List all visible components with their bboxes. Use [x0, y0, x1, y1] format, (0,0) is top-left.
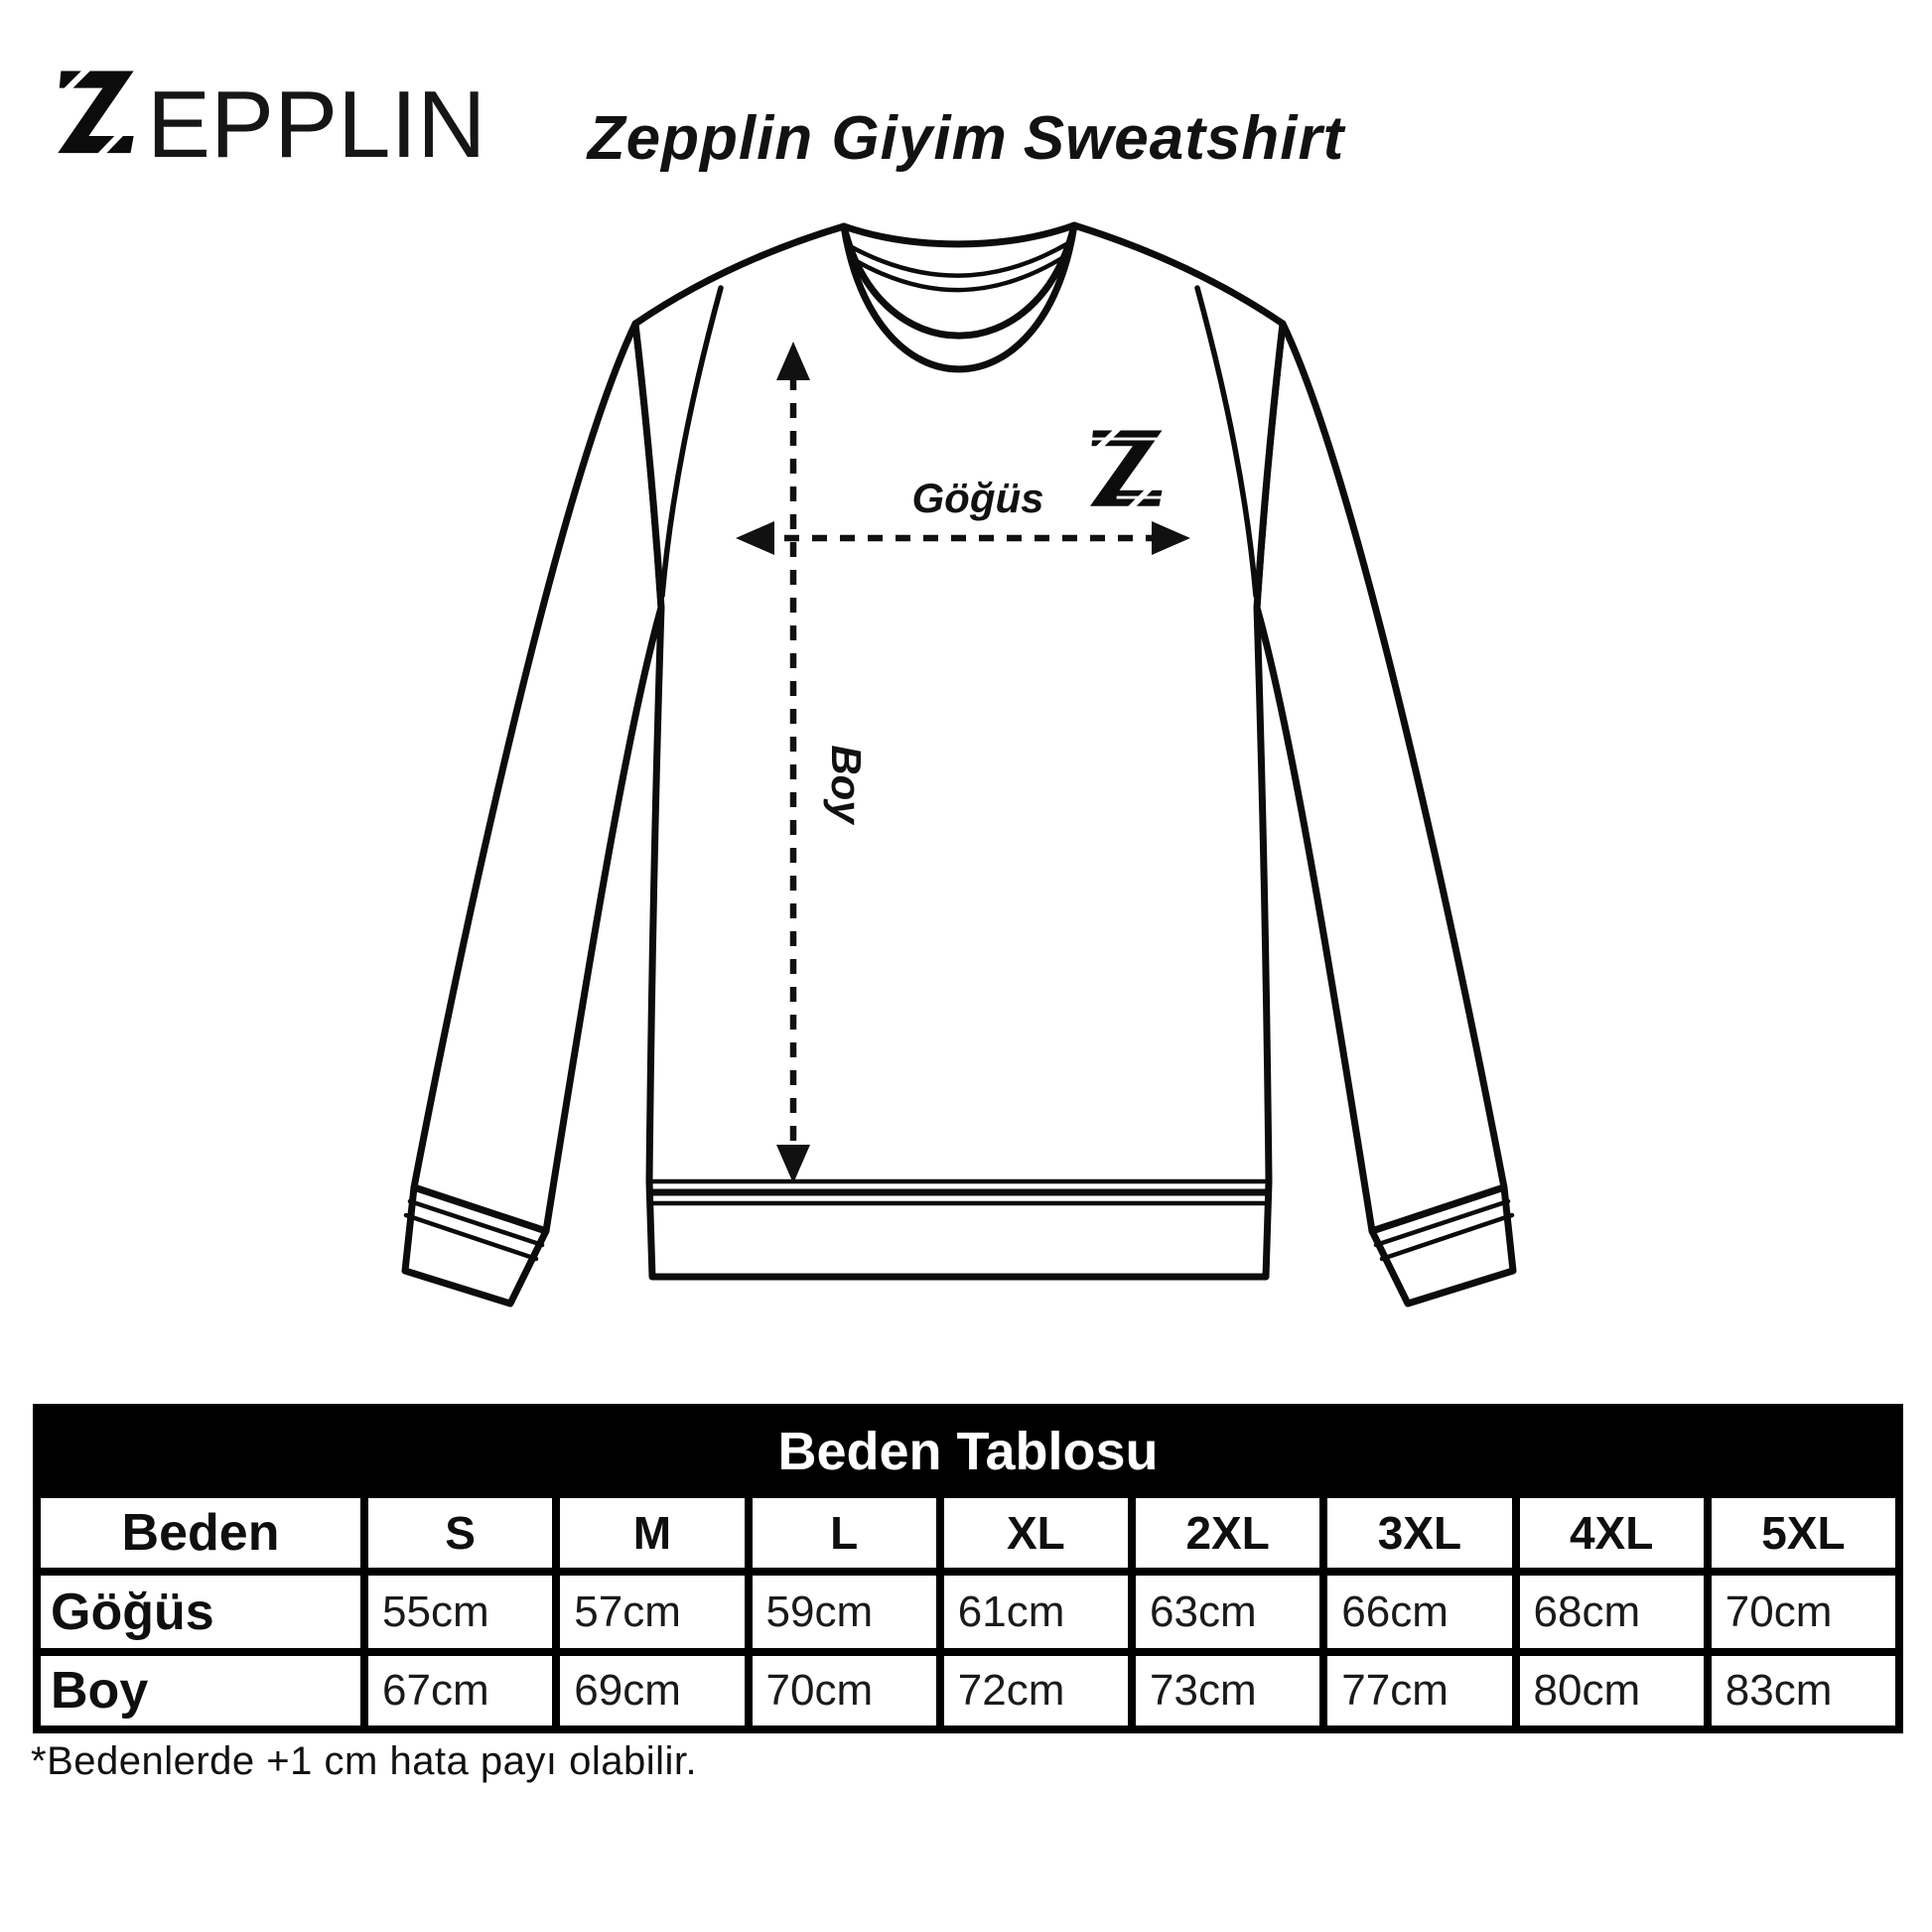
chest-row-label: Göğüs: [41, 1576, 360, 1648]
page-title-regular: Zepplin Giyim: [587, 104, 1008, 173]
chest-value: 61cm: [944, 1576, 1128, 1648]
size-col-header: 3XL: [1327, 1498, 1511, 1568]
brand-logo: [52, 60, 486, 179]
size-col-header: 5XL: [1712, 1498, 1895, 1568]
size-col-header: 4XL: [1520, 1498, 1704, 1568]
size-col-header: M: [560, 1498, 744, 1568]
left-sleeve: [414, 324, 661, 1231]
page-title-bold: Sweatshirt: [1023, 104, 1345, 173]
length-value: 83cm: [1712, 1656, 1895, 1725]
chest-value: 57cm: [560, 1576, 744, 1648]
length-value: 70cm: [753, 1656, 936, 1725]
size-col-header: 2XL: [1136, 1498, 1319, 1568]
size-table-title: Beden Tablosu: [41, 1412, 1895, 1490]
chest-label: Göğüs: [911, 475, 1044, 521]
size-col-header: L: [753, 1498, 936, 1568]
body-outline: [635, 225, 1283, 1277]
sweatshirt-svg: [278, 159, 1668, 1410]
length-value: 67cm: [368, 1656, 552, 1725]
footnote: *Bedenlerde +1 cm hata payı olabilir.: [31, 1739, 698, 1783]
length-value: 80cm: [1520, 1656, 1704, 1725]
size-table: [33, 1404, 1903, 1733]
chest-value: 55cm: [368, 1576, 552, 1648]
length-value: 73cm: [1136, 1656, 1319, 1725]
chest-value: 59cm: [753, 1576, 936, 1648]
size-col-header: S: [368, 1498, 552, 1568]
brand-wordmark: EPPLIN: [147, 71, 486, 179]
size-col-header: XL: [944, 1498, 1128, 1568]
length-label: Boy: [823, 745, 870, 824]
sweatshirt-drawing: [278, 159, 1668, 1410]
zepplin-z-icon: [52, 60, 143, 163]
length-value: 69cm: [560, 1656, 744, 1725]
right-sleeve: [1257, 324, 1504, 1231]
length-value: 77cm: [1327, 1656, 1511, 1725]
chest-value: 66cm: [1327, 1576, 1511, 1648]
collar-top-edge: [844, 225, 1074, 244]
chest-value: 70cm: [1712, 1576, 1895, 1648]
length-row-label: Boy: [41, 1656, 360, 1725]
chest-value: 63cm: [1136, 1576, 1319, 1648]
size-table-corner-header: Beden: [41, 1498, 360, 1568]
chest-value: 68cm: [1520, 1576, 1704, 1648]
length-value: 72cm: [944, 1656, 1128, 1725]
